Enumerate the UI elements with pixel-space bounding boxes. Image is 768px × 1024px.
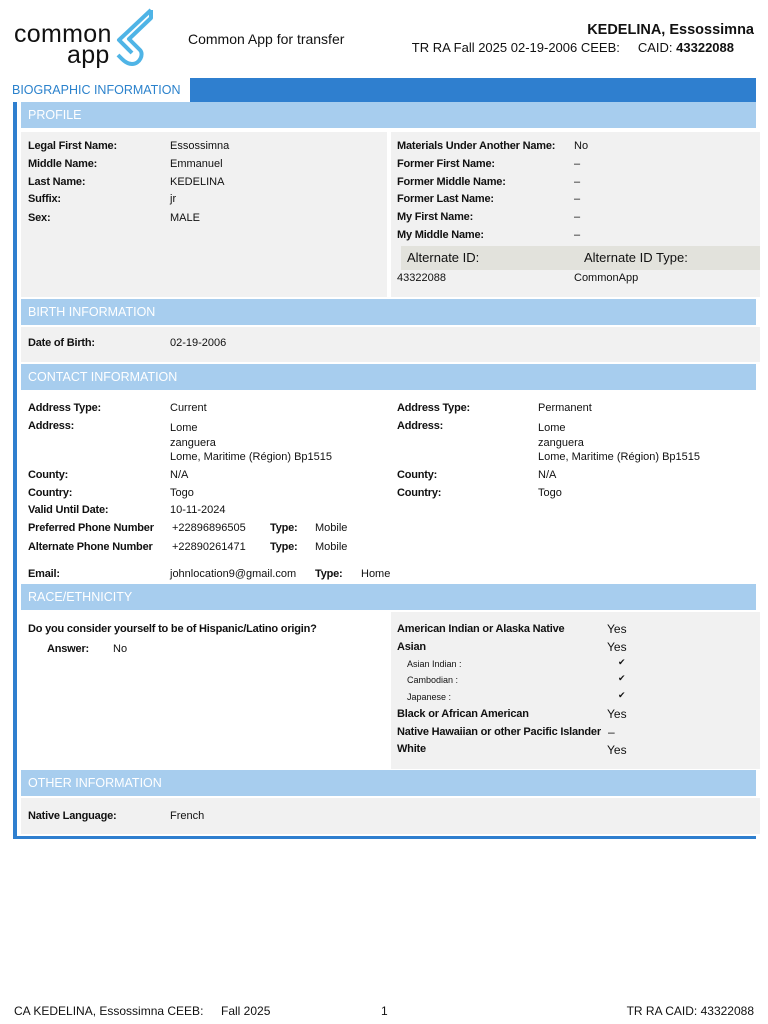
native-language-label: Native Language: xyxy=(28,810,117,822)
legal-first-name-label: Legal First Name: xyxy=(28,140,117,152)
biographic-bar xyxy=(12,78,756,102)
race-american-indian-value: Yes xyxy=(607,622,627,636)
student-name: KEDELINA, Essossimna xyxy=(587,22,754,38)
other-panel xyxy=(21,798,760,834)
former-middle-name-label: Former Middle Name: xyxy=(397,176,506,188)
permanent-address-type-label: Address Type: xyxy=(397,402,470,414)
permanent-address-line3: Lome, Maritime (Région) Bp1515 xyxy=(538,451,701,463)
my-middle-name-label: My Middle Name: xyxy=(397,229,484,241)
permanent-country-value: Togo xyxy=(538,487,562,499)
common-app-logo xyxy=(14,8,164,68)
former-last-name-value: – xyxy=(574,193,581,205)
hispanic-answer-label: Answer: xyxy=(47,643,89,655)
japanese-label: Japanese : xyxy=(407,692,452,702)
race-white-label: White xyxy=(397,743,426,755)
section-race-header: RACE/ETHNICITY xyxy=(21,584,756,610)
permanent-county-label: County: xyxy=(397,469,438,481)
current-address-type-label: Address Type: xyxy=(28,402,101,414)
alternate-id-type-label: Alternate ID Type: xyxy=(584,250,688,265)
my-first-name-label: My First Name: xyxy=(397,211,474,223)
current-country-label: Country: xyxy=(28,487,73,499)
alternate-phone-label: Alternate Phone Number xyxy=(28,541,153,553)
section-contact-header: CONTACT INFORMATION xyxy=(21,364,756,390)
last-name-label: Last Name: xyxy=(28,176,86,188)
japanese-check-icon: ✔ xyxy=(618,690,626,700)
dob-value: 02-19-2006 xyxy=(170,337,227,349)
section-birth-header: BIRTH INFORMATION xyxy=(21,299,756,325)
section-profile-header: PROFILE xyxy=(21,102,756,128)
suffix-label: Suffix: xyxy=(28,193,61,205)
footer-term: Fall 2025 xyxy=(221,1004,271,1018)
materials-other-name-label: Materials Under Another Name: xyxy=(397,140,556,152)
race-black-value: Yes xyxy=(607,707,627,721)
app-title: Common App for transfer xyxy=(188,31,345,47)
cambodian-label: Cambodian : xyxy=(407,675,459,685)
email-type-value: Home xyxy=(361,568,391,580)
alternate-id-label: Alternate ID: xyxy=(407,250,480,265)
footer-caid: TR RA CAID: 43322088 xyxy=(626,1004,754,1018)
preferred-phone-value: +22896896505 xyxy=(172,522,246,534)
asian-indian-check-icon: ✔ xyxy=(618,657,626,667)
legal-first-name-value: Essossimna xyxy=(170,140,230,152)
current-address-line3: Lome, Maritime (Région) Bp1515 xyxy=(170,451,333,463)
materials-other-name-value: No xyxy=(574,140,589,152)
former-middle-name-value: – xyxy=(574,176,581,188)
current-address-type-value: Current xyxy=(170,402,207,414)
current-address-line2: zanguera xyxy=(170,437,216,449)
race-pacific-islander-value: – xyxy=(608,725,615,739)
my-middle-name-value: – xyxy=(574,229,581,241)
current-county-label: County: xyxy=(28,469,69,481)
asian-indian-label: Asian Indian : xyxy=(407,659,462,669)
preferred-phone-type-label: Type: xyxy=(270,522,298,534)
preferred-phone-label: Preferred Phone Number xyxy=(28,522,154,534)
middle-name-value: Emmanuel xyxy=(170,158,223,170)
profile-left-panel xyxy=(21,132,387,297)
race-pacific-islander-label: Native Hawaiian or other Pacific Islander xyxy=(397,726,601,738)
last-name-value: KEDELINA xyxy=(170,176,225,188)
dob-label: Date of Birth: xyxy=(28,337,95,349)
email-value: johnlocation9@gmail.com xyxy=(170,568,297,580)
native-language-value: French xyxy=(170,810,205,822)
permanent-address-label: Address: xyxy=(397,420,444,432)
alternate-phone-type-label: Type: xyxy=(270,541,298,553)
logo-text-common: common xyxy=(14,20,112,48)
preferred-phone-type-value: Mobile xyxy=(315,522,348,534)
permanent-country-label: Country: xyxy=(397,487,442,499)
logo-text-app: app xyxy=(67,41,110,69)
biographic-content xyxy=(13,102,756,839)
race-right-panel xyxy=(391,612,760,769)
footer-student: CA KEDELINA, Essossimna CEEB: xyxy=(14,1004,204,1018)
caid-label: CAID: xyxy=(637,40,673,55)
biographic-bar-fill xyxy=(190,78,756,102)
alternate-id-value: 43322088 xyxy=(397,272,446,284)
common-app-mark-icon xyxy=(110,8,170,68)
caid-value: 43322088 xyxy=(676,40,734,55)
permanent-address-type-value: Permanent xyxy=(538,402,592,414)
sex-value: MALE xyxy=(170,212,200,224)
current-address-line1: Lome xyxy=(170,422,198,434)
race-asian-value: Yes xyxy=(607,640,627,654)
race-asian-label: Asian xyxy=(397,641,426,653)
permanent-address-line2: zanguera xyxy=(538,437,584,449)
race-american-indian-label: American Indian or Alaska Native xyxy=(397,623,565,635)
section-other-header: OTHER INFORMATION xyxy=(21,770,756,796)
header-subline xyxy=(412,40,734,55)
current-address-label: Address: xyxy=(28,420,75,432)
alternate-id-type-value: CommonApp xyxy=(574,272,639,284)
cambodian-check-icon: ✔ xyxy=(618,673,626,683)
biographic-title: BIOGRAPHIC INFORMATION xyxy=(12,78,190,102)
race-black-label: Black or African American xyxy=(397,708,529,720)
former-first-name-value: – xyxy=(574,158,581,170)
my-first-name-value: – xyxy=(574,211,581,223)
footer-page-number: 1 xyxy=(381,1004,388,1018)
current-country-value: Togo xyxy=(170,487,194,499)
hispanic-question: Do you consider yourself to be of Hispanic/Latino origin? xyxy=(28,623,317,635)
term-ceeb: TR RA Fall 2025 02-19-2006 CEEB: xyxy=(411,40,620,55)
former-last-name-label: Former Last Name: xyxy=(397,193,494,205)
valid-until-value: 10-11-2024 xyxy=(170,504,226,516)
birth-panel xyxy=(21,327,760,362)
alternate-phone-type-value: Mobile xyxy=(315,541,348,553)
permanent-address-line1: Lome xyxy=(538,422,566,434)
race-white-value: Yes xyxy=(607,743,627,757)
current-county-value: N/A xyxy=(170,469,189,481)
suffix-value: jr xyxy=(170,193,177,205)
alternate-phone-value: +22890261471 xyxy=(172,541,246,553)
email-type-label: Type: xyxy=(315,568,343,580)
alternate-id-header xyxy=(401,246,760,270)
permanent-county-value: N/A xyxy=(538,469,557,481)
sex-label: Sex: xyxy=(28,212,51,224)
email-label: Email: xyxy=(28,568,60,580)
valid-until-label: Valid Until Date: xyxy=(28,504,109,516)
middle-name-label: Middle Name: xyxy=(28,158,98,170)
hispanic-answer-value: No xyxy=(113,643,128,655)
former-first-name-label: Former First Name: xyxy=(397,158,495,170)
